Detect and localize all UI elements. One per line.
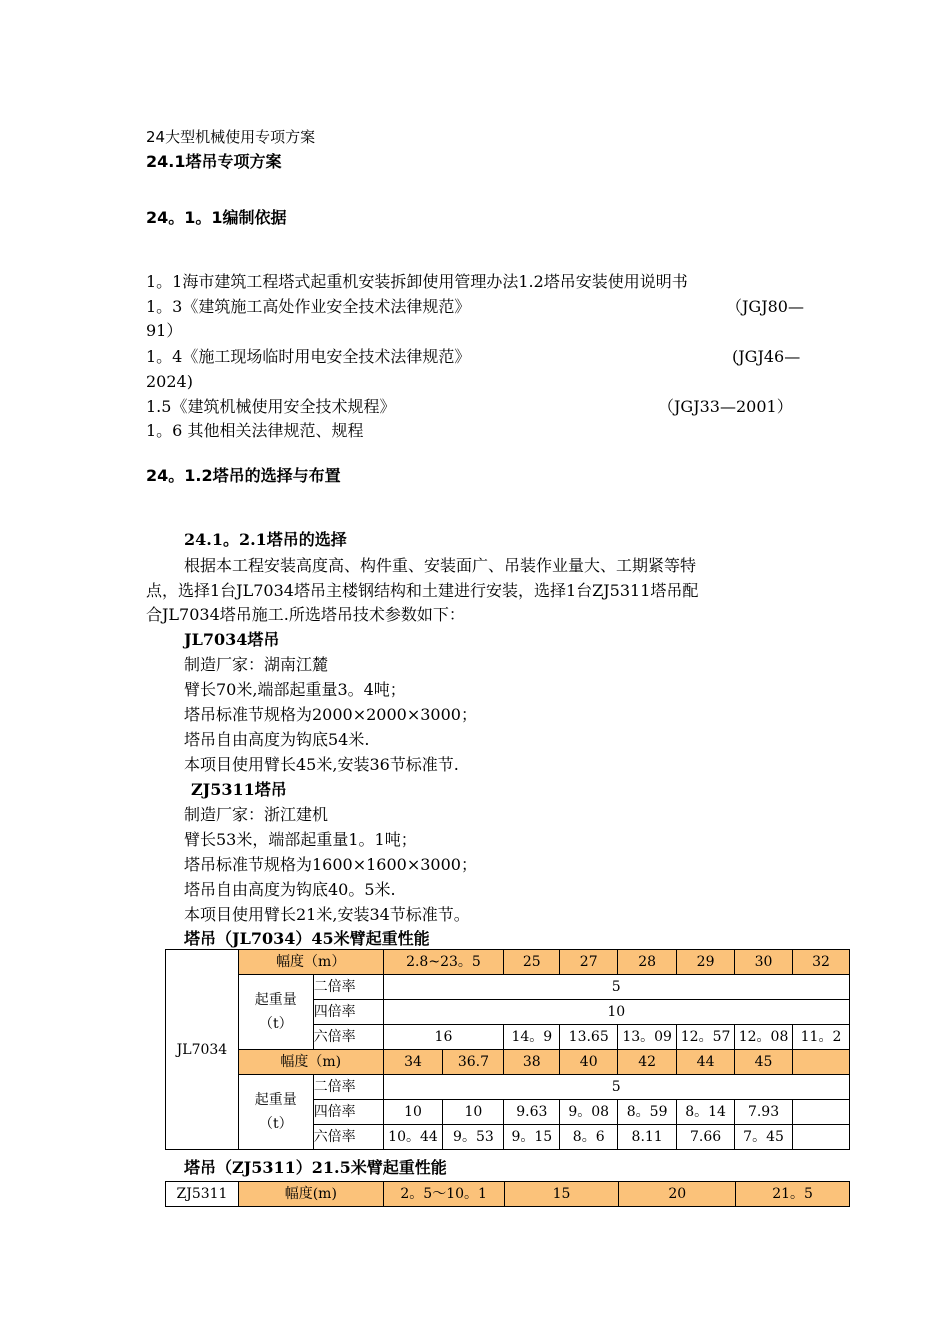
row-label: 四倍率 [313, 1100, 383, 1125]
row-label: 二倍率 [313, 975, 383, 1000]
range-cell: 44 [677, 1050, 735, 1075]
six-rate-cell: 10。44 [383, 1125, 443, 1150]
range-cell: 2.8~23。5 [383, 950, 504, 975]
crane2-line: 臂长53米，端部起重量1。1吨； [184, 830, 417, 849]
paragraph-line-3: 合JL7034塔吊施工.所选塔吊技术参数如下： [146, 605, 465, 624]
four-rate-cell: 9。08 [560, 1100, 618, 1125]
six-rate-cell: 16 [383, 1025, 504, 1050]
range-label: 幅度（m) [238, 1050, 383, 1075]
row-label: 四倍率 [313, 1000, 383, 1025]
six-rate-cell: 13。09 [618, 1025, 677, 1050]
heading-24-1: 24.1塔吊专项方案 [146, 152, 282, 171]
range-cell: 34 [383, 1050, 443, 1075]
six-rate-cell: 7。45 [735, 1125, 793, 1150]
six-rate-cell: 8。6 [560, 1125, 618, 1150]
ref-line-4-code: (JGJ46— [732, 347, 801, 366]
heading-24-1-2-1: 24.1。2.1塔吊的选择 [184, 530, 347, 549]
load-label [238, 975, 313, 1050]
range-cell [793, 1050, 850, 1075]
crane2-line: 制造厂家：浙江建机 [184, 805, 329, 824]
load-label-text: 起重量 [254, 992, 297, 1008]
six-rate-cell: 14。9 [504, 1025, 560, 1050]
row-label: 六倍率 [313, 1025, 383, 1050]
paragraph-line-1: 根据本工程安装高度高、构件重、安装面广、吊装作业量大、工期紧等特 [184, 556, 697, 575]
six-rate-cell: 12。57 [677, 1025, 735, 1050]
jl7034-load-table [165, 949, 850, 1150]
four-rate-cell: 10 [443, 1100, 504, 1125]
two-rate-value: 5 [383, 975, 849, 1000]
ref-line-4: 1。4《施工现场临时用电安全技术法律规范》 [146, 347, 471, 366]
ref-line-6: 1。6 其他相关法律规范、规程 [146, 421, 364, 440]
range-cell: 32 [793, 950, 850, 975]
ref-line-1: 1。1海市建筑工程塔式起重机安装拆卸使用管理办法1.2塔吊安装使用说明书 [146, 272, 688, 291]
four-rate-cell: 10 [383, 1100, 443, 1125]
load-unit-text: （t） [258, 1116, 293, 1132]
four-rate-cell [793, 1100, 850, 1125]
crane1-line: 臂长70米,端部起重量3。4吨； [184, 680, 406, 699]
six-rate-cell: 9。15 [504, 1125, 560, 1150]
load-label-text: 起重量 [254, 1092, 297, 1108]
range-cell: 29 [677, 950, 735, 975]
six-rate-cell [793, 1125, 850, 1150]
heading-24-1-2: 24。1.2塔吊的选择与布置 [146, 466, 341, 485]
four-rate-value: 10 [383, 1000, 849, 1025]
four-rate-cell: 7.93 [735, 1100, 793, 1125]
load-unit-text: （t） [258, 1016, 293, 1032]
crane1-line: 塔吊自由高度为钩底54米. [184, 730, 370, 749]
crane1-line: 制造厂家：湖南江麓 [184, 655, 329, 674]
range-cell: 42 [618, 1050, 677, 1075]
range-cell: 45 [735, 1050, 793, 1075]
four-rate-cell: 8。14 [677, 1100, 735, 1125]
crane2-name: ZJ5311塔吊 [191, 780, 287, 799]
range-cell: 21。5 [736, 1182, 850, 1207]
paragraph-line-2: 点，选择1台JL7034塔吊主楼钢结构和土建进行安装，选择1台ZJ5311塔吊配 [146, 581, 699, 600]
four-rate-cell: 8。59 [618, 1100, 677, 1125]
range-cell: 30 [735, 950, 793, 975]
six-rate-cell: 12。08 [735, 1025, 793, 1050]
six-rate-cell: 7.66 [677, 1125, 735, 1150]
crane2-line: 塔吊标准节规格为1600×1600×3000； [184, 855, 477, 874]
load-label [238, 1075, 313, 1150]
ref-line-3-code: （JGJ80— [726, 297, 804, 316]
range-cell: 20 [619, 1182, 736, 1207]
range-cell: 25 [504, 950, 560, 975]
range-label: 幅度（m） [238, 950, 383, 975]
row-label: 二倍率 [313, 1075, 383, 1100]
four-rate-cell: 9.63 [504, 1100, 560, 1125]
range-label: 幅度(m) [238, 1182, 383, 1207]
document-title: 24大型机械使用专项方案 [146, 128, 316, 146]
ref-line-3-wrap: 91） [146, 321, 183, 340]
ref-line-5: 1.5《建筑机械使用安全技术规程》 [146, 397, 396, 416]
row-label: 六倍率 [313, 1125, 383, 1150]
table1-caption: 塔吊（JL7034）45米臂起重性能 [184, 929, 430, 948]
range-cell: 38 [504, 1050, 560, 1075]
range-cell: 15 [504, 1182, 619, 1207]
model-cell: JL7034 [166, 950, 239, 1150]
crane1-name: JL7034塔吊 [184, 630, 280, 649]
ref-line-4-wrap: 2024) [146, 372, 193, 391]
range-cell: 2。5～10。1 [383, 1182, 504, 1207]
six-rate-cell: 11。2 [793, 1025, 850, 1050]
two-rate-value: 5 [383, 1075, 849, 1100]
ref-line-5-code: （JGJ33—2001） [658, 397, 793, 416]
six-rate-cell: 13.65 [560, 1025, 618, 1050]
six-rate-cell: 9。53 [443, 1125, 504, 1150]
crane1-line: 本项目使用臂长45米,安装36节标准节. [184, 755, 459, 774]
zj5311-load-table [165, 1181, 850, 1207]
crane2-line: 本项目使用臂长21米,安装34节标准节。 [184, 905, 470, 924]
crane1-line: 塔吊标准节规格为2000×2000×3000； [184, 705, 477, 724]
six-rate-cell: 8.11 [618, 1125, 677, 1150]
range-cell: 27 [560, 950, 618, 975]
range-cell: 28 [618, 950, 677, 975]
model-cell: ZJ5311 [166, 1182, 239, 1207]
ref-line-3: 1。3《建筑施工高处作业安全技术法律规范》 [146, 297, 471, 316]
range-cell: 40 [560, 1050, 618, 1075]
range-cell: 36.7 [443, 1050, 504, 1075]
crane2-line: 塔吊自由高度为钩底40。5米. [184, 880, 396, 899]
table2-caption: 塔吊（ZJ5311）21.5米臂起重性能 [184, 1158, 447, 1177]
heading-24-1-1: 24。1。1编制依据 [146, 208, 287, 227]
